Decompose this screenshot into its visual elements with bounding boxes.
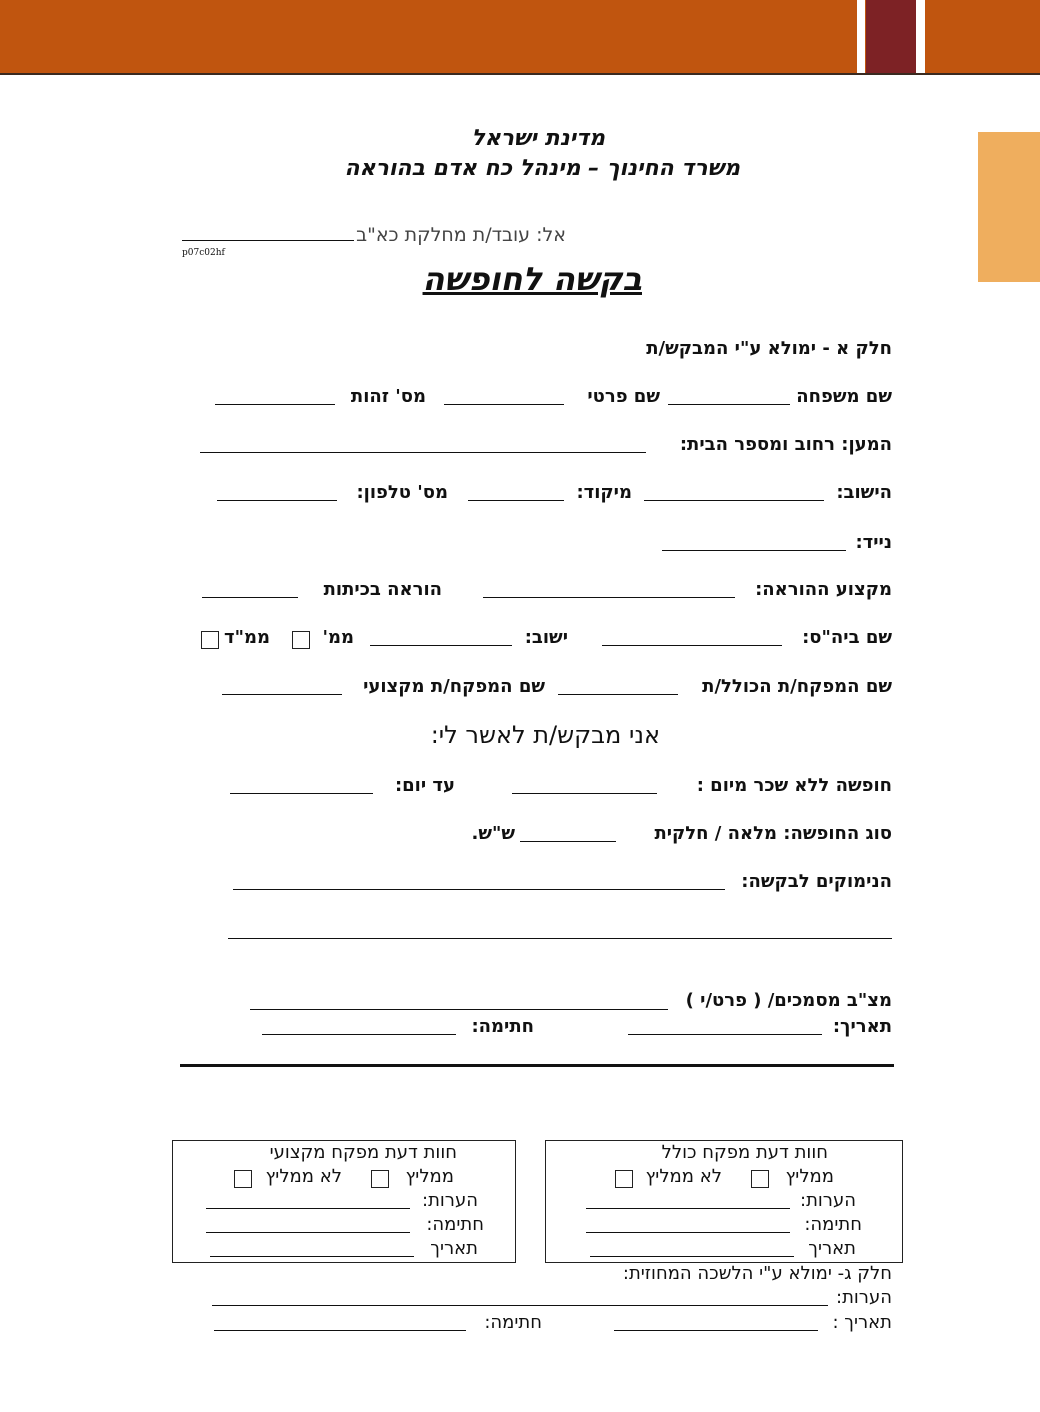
general-date-label: תאריך	[808, 1238, 856, 1259]
leave-to-label: עד יום:	[394, 775, 455, 796]
banner-stripe	[857, 0, 865, 73]
professional-date-field[interactable]	[210, 1256, 414, 1257]
mamad-checkbox[interactable]	[199, 629, 221, 649]
professional-opinion-title: חוות דעת מפקח מקצועי	[269, 1142, 457, 1163]
professional-recommend-label: ממליץ	[405, 1166, 454, 1187]
part-c-title: חלק ג- ימולא ע"י הלשכה המחוזית:	[622, 1263, 892, 1284]
header-ministry: משרד החינוך – מינהל כח אדם בהוראה	[344, 156, 740, 181]
document-code: p07c02hf	[182, 248, 225, 258]
first-name-label: שם פרטי	[587, 386, 660, 407]
request-intro: אני מבקש/ת לאשר לי:	[430, 721, 660, 749]
city-field[interactable]	[644, 500, 824, 501]
weekly-hours-field[interactable]	[520, 841, 616, 842]
professional-date-label: תאריך	[430, 1238, 478, 1259]
date-field[interactable]	[628, 1034, 822, 1035]
form-title: בקשה לחופשה	[422, 260, 642, 298]
part-c-remarks-field[interactable]	[212, 1305, 828, 1306]
professional-signature-field[interactable]	[206, 1232, 410, 1233]
leave-type-label: סוג החופשה: מלאה / חלקית	[654, 823, 892, 844]
part-c-date-label: תאריך :	[832, 1312, 892, 1333]
side-tab	[978, 132, 1040, 282]
mobile-label: נייד:	[855, 532, 892, 553]
general-recommend-label: ממליץ	[785, 1166, 834, 1187]
phone-field[interactable]	[217, 500, 337, 501]
city-label: הישוב:	[836, 482, 892, 503]
section-divider	[180, 1064, 894, 1067]
general-not-recommend-label: לא ממליץ	[645, 1166, 722, 1187]
banner-accent	[866, 0, 916, 73]
phone-label: מס' טלפון:	[356, 482, 448, 503]
banner-stripe	[916, 0, 925, 73]
general-date-field[interactable]	[590, 1256, 794, 1257]
part-a-title: חלק א - ימולא ע"י המבקש/ת	[646, 338, 892, 359]
professional-supervisor-label: שם המפקח/ת מקצועי	[363, 676, 545, 697]
school-label: שם ביה"ס:	[802, 627, 892, 648]
professional-recommend-checkbox[interactable]	[369, 1168, 391, 1188]
header-state: מדינת ישראל	[471, 126, 605, 151]
school-city-field[interactable]	[370, 645, 512, 646]
zip-label: מיקוד:	[576, 482, 632, 503]
weekly-hours-label: ש"ש.	[471, 823, 515, 844]
id-number-field[interactable]	[215, 404, 335, 405]
professional-remarks-field[interactable]	[206, 1208, 410, 1209]
school-field[interactable]	[602, 645, 782, 646]
subject-label: מקצוע ההוראה:	[755, 579, 892, 600]
attachments-label: מצ"ב מסמכים/ ( פרט/י )	[685, 990, 892, 1011]
id-number-label: מס' זהות	[350, 386, 426, 407]
grades-label: הוראה בכיתות	[323, 579, 442, 600]
part-c-signature-field[interactable]	[214, 1330, 466, 1331]
reasons-field-2[interactable]	[228, 938, 892, 939]
mam-checkbox[interactable]	[290, 629, 312, 649]
school-city-label: ישוב:	[524, 627, 568, 648]
professional-signature-label: חתימה:	[426, 1214, 484, 1235]
mamad-label: ממ"ד	[223, 627, 270, 648]
part-c-remarks-label: הערות:	[836, 1287, 892, 1308]
signature-field[interactable]	[262, 1034, 456, 1035]
professional-remarks-label: הערות:	[422, 1190, 478, 1211]
professional-supervisor-field[interactable]	[222, 694, 342, 695]
professional-not-recommend-label: לא ממליץ	[265, 1166, 342, 1187]
general-not-recommend-checkbox[interactable]	[613, 1168, 635, 1188]
last-name-label: שם משפחה	[796, 386, 892, 407]
professional-not-recommend-checkbox[interactable]	[232, 1168, 254, 1188]
general-signature-label: חתימה:	[804, 1214, 862, 1235]
general-supervisor-field[interactable]	[558, 694, 678, 695]
signature-label: חתימה:	[471, 1016, 534, 1037]
addressee-label: אל: עובד/ת מחלקת כא"ב	[356, 224, 566, 246]
leave-from-field[interactable]	[512, 793, 657, 794]
address-field[interactable]	[200, 452, 646, 453]
last-name-field[interactable]	[668, 404, 790, 405]
reasons-label: הנימוקים לבקשה:	[741, 871, 892, 892]
mam-label: ממ'	[322, 627, 354, 648]
leave-from-label: חופשה ללא שכר מיום :	[696, 775, 892, 796]
general-remarks-field[interactable]	[586, 1208, 790, 1209]
general-supervisor-label: שם המפקח/ת הכולל/ת	[702, 676, 892, 697]
first-name-field[interactable]	[444, 404, 564, 405]
date-label: תאריך:	[832, 1016, 892, 1037]
general-signature-field[interactable]	[586, 1232, 790, 1233]
general-recommend-checkbox[interactable]	[749, 1168, 771, 1188]
grades-field[interactable]	[202, 597, 298, 598]
reasons-field[interactable]	[233, 889, 725, 890]
zip-field[interactable]	[468, 500, 564, 501]
subject-field[interactable]	[483, 597, 735, 598]
address-label: המען: רחוב ומספר הבית:	[679, 434, 892, 455]
general-remarks-label: הערות:	[800, 1190, 856, 1211]
mobile-field[interactable]	[662, 550, 846, 551]
general-opinion-title: חוות דעת מפקח כולל	[661, 1142, 828, 1163]
leave-to-field[interactable]	[230, 793, 373, 794]
part-c-date-field[interactable]	[614, 1330, 818, 1331]
part-c-signature-label: חתימה:	[484, 1312, 542, 1333]
attachments-field[interactable]	[250, 1009, 668, 1010]
